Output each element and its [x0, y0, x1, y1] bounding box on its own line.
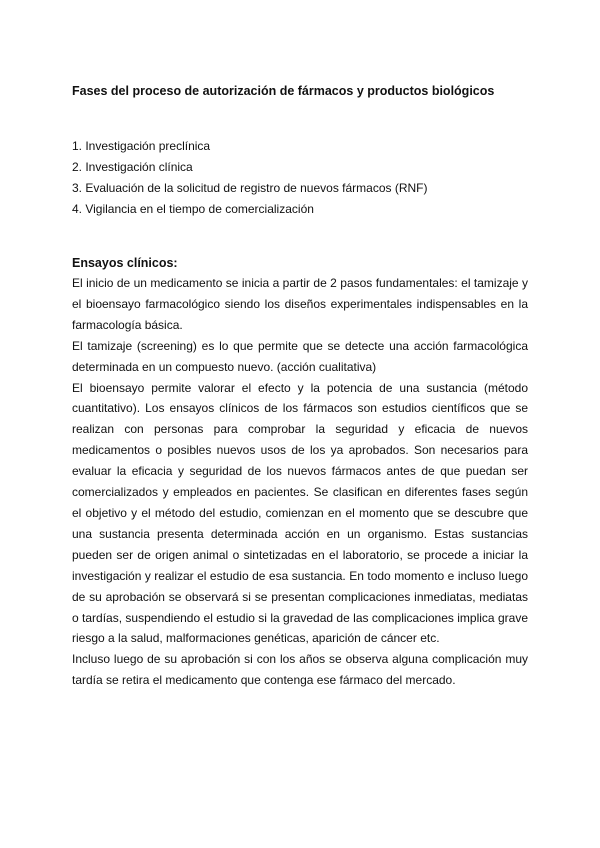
document-title: Fases del proceso de autorización de fármacos y productos biológicos [72, 84, 495, 98]
phase-item: 4. Vigilancia en el tiempo de comercialización [72, 202, 314, 216]
phase-item: 1. Investigación preclínica [72, 139, 211, 153]
paragraph-post-approval: Incluso luego de su aprobación si con los años se observa alguna complicación muy tardía se retira el medicamento que contenga ese fármaco del mercado. [72, 652, 528, 688]
paragraph-screening: El tamizaje (screening) es lo que permite que se detecte una acción farmacológica determinada en un compuesto nuevo. (acción cualitativa) [72, 338, 528, 374]
paragraph-intro: El inicio de un medicamento se inicia a partir de 2 pasos fundamentales: el tamizaje y el bioensayo farmacológico siendo los diseños experimentales indispensables en la farmacología básica. [72, 276, 528, 332]
phase-item: 2. Investigación clínica [72, 160, 193, 174]
clinical-trials-section [72, 253, 528, 691]
section-heading: Ensayos clínicos: [72, 256, 178, 270]
phase-item: 3. Evaluación de la solicitud de registro de nuevos fármacos (RNF) [72, 181, 428, 195]
phase-list [72, 136, 428, 220]
paragraph-bioassay: El bioensayo permite valorar el efecto y la potencia de una sustancia (método cuantitativo). Los ensayos clínicos de los fármacos son estudios científicos que se realizan con personas para comprobar la seguridad y eficacia de nuevos medicamentos o posibles nuevos usos de los ya aprobados. Son necesarios para evaluar la eficacia y seguridad de los nuevos fármacos antes de que puedan ser comercializados y empleados en pacientes. Se clasifican en diferentes fases según el objetivo y el método del estudio, comienzan en el momento que se descubre que una sustancia presenta determinada acción en un organismo. Estas sustancias pueden ser de origen animal o sintetizadas en el laboratorio, se procede a iniciar la investigación y realizar el estudio de esa sustancia. En todo momento e incluso luego de su aprobación se observará si se presentan complicaciones inmediatas, mediatas o tardías, suspendiendo el estudio si la gravedad de las complicaciones implica grave riesgo a la salud, malformaciones genéticas, aparición de cáncer etc. [72, 380, 528, 646]
